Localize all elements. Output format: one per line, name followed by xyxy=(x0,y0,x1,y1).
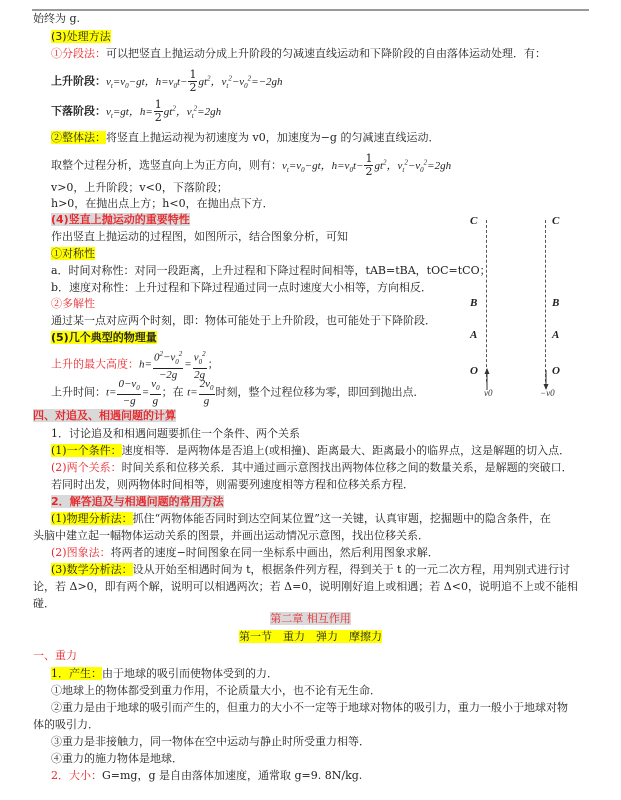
section-title-processing-method xyxy=(51,30,111,44)
v-sign-line: v>0，上升阶段；v<0，下落阶段； xyxy=(51,181,228,194)
label: 1．产生： xyxy=(51,667,102,680)
label: (1)物理分析法： xyxy=(51,512,133,525)
label: 2．大小： xyxy=(51,769,102,782)
section-title-properties xyxy=(51,213,190,227)
method1-line xyxy=(51,47,546,61)
math-analysis-line xyxy=(51,563,570,577)
whole-process-line: 取整个过程分析，选竖直向上为正方向，则有：$v_t=v_0-gt$，$h=v_0t-$ $\frac{1}{2}$ $gt^2$，$v_t^2-v_0^2=2gh$ xyxy=(51,152,452,179)
point-label: C xyxy=(552,215,560,227)
velocity-arrows-icon xyxy=(475,212,595,397)
text: 抓住“两物体能否同时到达空间某位置”这一关键，认真审题，挖掘题中的隐含条件，在 xyxy=(132,512,551,525)
text-line: b．速度对称性：上升过程和下降过程通过同一点时速度大小相等，方向相反． xyxy=(51,281,433,294)
text-line: ④重力的施力物体是地球． xyxy=(51,752,183,765)
method-text: 可以把竖直上抛运动分成上升阶段的匀减速直线运动和下降阶段的自由落体运动处理．有： xyxy=(106,47,546,60)
methods-title xyxy=(51,495,224,509)
point-label: O xyxy=(552,365,560,377)
section-title-quantities xyxy=(51,331,157,345)
heading-label: (5)几个典型的物理量 xyxy=(51,331,157,344)
velocity-label: v0 xyxy=(484,388,493,398)
text: 将两者的速度−时间图象在同一坐标系中画出，然后利用图象求解． xyxy=(110,546,439,559)
label: (2)两个关系： xyxy=(51,461,122,474)
generation-line xyxy=(51,667,278,681)
text-line: 体的吸引力． xyxy=(33,718,99,731)
text-line: 通过某一点对应两个时刻，即：物体可能处于上升阶段，也可能处于下降阶段． xyxy=(51,314,436,327)
text-line: 作出竖直上抛运动的过程图，如图所示，结合图象分析，可知 xyxy=(51,230,348,243)
text: 由于地球的吸引而使物体受到的力． xyxy=(102,667,278,680)
text: G=mg，g 是自由落体加速度，通常取 g=9. 8N/kg. xyxy=(102,769,363,782)
header-rule xyxy=(32,9,589,11)
gravity-heading: 一、重力 xyxy=(33,649,77,662)
point-label: A xyxy=(552,329,560,341)
multi-solution-title: ②多解性 xyxy=(51,297,95,310)
text-line: 始终为 g. xyxy=(33,12,81,25)
heading-label: (3)处理方法 xyxy=(51,30,111,43)
point-label: B xyxy=(470,297,478,309)
symmetry-title xyxy=(51,247,95,261)
motion-diagram xyxy=(470,212,595,398)
stage-label: 上升阶段： xyxy=(51,74,106,88)
text-line: 头脑中建立起一幅物体运动关系的图景，并画出运动情况示意图，找出位移关系． xyxy=(33,529,429,542)
text-line: ①地球上的物体都受到重力作用，不论质量大小，也不论有无生命． xyxy=(51,684,381,697)
heading-label: ①对称性 xyxy=(51,247,95,260)
condition-line xyxy=(51,444,570,458)
h-sign-line: h>0，在抛出点上方；h<0，在抛出点下方． xyxy=(51,197,274,210)
physics-analysis-line xyxy=(51,512,551,526)
heading-label: 四、对追及、相遇问题的计算 xyxy=(33,409,176,422)
method-label: ①分段法： xyxy=(51,47,106,60)
velocity-label: −v0 xyxy=(540,388,555,398)
heading-label: (4)竖直上抛运动的重要特性 xyxy=(51,213,190,226)
point-label: A xyxy=(470,329,478,341)
text-line: 1．讨论追及和相遇问题要抓住一个条件、两个关系 xyxy=(51,427,300,440)
part4-title xyxy=(33,409,176,423)
point-label: C xyxy=(470,215,478,227)
heading-label: 第一节 重力 弹力 摩擦力 xyxy=(239,630,382,643)
text-line: 论，若 Δ>0，即有两个解，说明可以相遇两次；若 Δ=0，说明刚好追上或相遇；若 Δ<0，说明追不上或不能相 xyxy=(33,580,578,593)
heading-label: 2．解答追及与相遇问题的常用方法 xyxy=(51,495,224,508)
relation-line xyxy=(51,461,573,475)
label: (1)一个条件： xyxy=(51,444,122,457)
heading-label: 第二章 相互作用 xyxy=(270,612,351,625)
text-line: 若同时出发，则两物体时间相等，则需要列速度相等方程和位移关系方程． xyxy=(51,478,414,491)
point-label: O xyxy=(470,365,478,377)
text: 设从开始至相遇时间为 t，根据条件列方程，得到关于 t 的一元二次方程，用判别式进行讨 xyxy=(132,563,570,576)
text: 取整个过程分析，选竖直向上为正方向，则有： xyxy=(51,158,282,172)
rising-stage-formula: 上升阶段：$v_t=v_0-gt$，$h=v_0t-$ $\frac{1}{2}$ $gt^2$，$v_t^2-v_0^2=-2gh$ xyxy=(51,68,283,95)
point-label: B xyxy=(552,297,560,309)
label: 上升时间： xyxy=(51,385,106,399)
text-line: ②重力是由于地球的吸引而产生的，但重力的大小不一定等于地球对物体的吸引力，重力一般小于地球对物 xyxy=(51,701,568,714)
text: 速度相等．是两物体是否追上(或相撞)、距离最大、距离最小的临界点，这是解题的切入点． xyxy=(121,444,571,457)
graph-method-line xyxy=(51,546,439,560)
label: 上升的最大高度： xyxy=(51,357,139,371)
stage-label: 下落阶段： xyxy=(51,104,106,118)
section-title xyxy=(0,630,621,644)
method-label: ②整体法： xyxy=(51,131,106,144)
method2-line xyxy=(51,131,439,145)
label: (3)数学分析法： xyxy=(51,563,133,576)
text: 时间关系和位移关系．其中通过画示意图找出两物体位移之间的数量关系，是解题的突破口． xyxy=(121,461,573,474)
text-line: a．时间对称性：对同一段距离，上升过程和下降过程时间相等，tAB=tBA，tOC=tCO； xyxy=(51,264,491,277)
text-line: ③重力是非接触力，同一物体在空中运动与静止时所受重力相等． xyxy=(51,735,370,748)
rise-time-formula: 上升时间：t= $\frac{0-v_0}{-g}$ = $\frac{v_0}{g}$ ；在 t= $\frac{2v_0}{g}$ 时刻，整个过程位移为零，即回到抛出点． xyxy=(51,378,425,408)
chapter-title xyxy=(0,612,621,626)
magnitude-line xyxy=(51,769,362,783)
label: (2)图象法： xyxy=(51,546,111,559)
text-line: 碰． xyxy=(33,597,55,610)
falling-stage-formula: 下落阶段：$v_t=gt$，h= $\frac{1}{2}$ $gt^2$，$v_t^2=2gh$ xyxy=(51,98,222,125)
method-text: 将竖直上抛运动视为初速度为 v0，加速度为−g 的匀减速直线运动． xyxy=(106,131,440,144)
max-height-formula: 上升的最大高度：h= $\frac{0^2-v_0^2}{-2g}$ = $\frac{v_0^2}{2g}$ ； xyxy=(51,350,219,381)
